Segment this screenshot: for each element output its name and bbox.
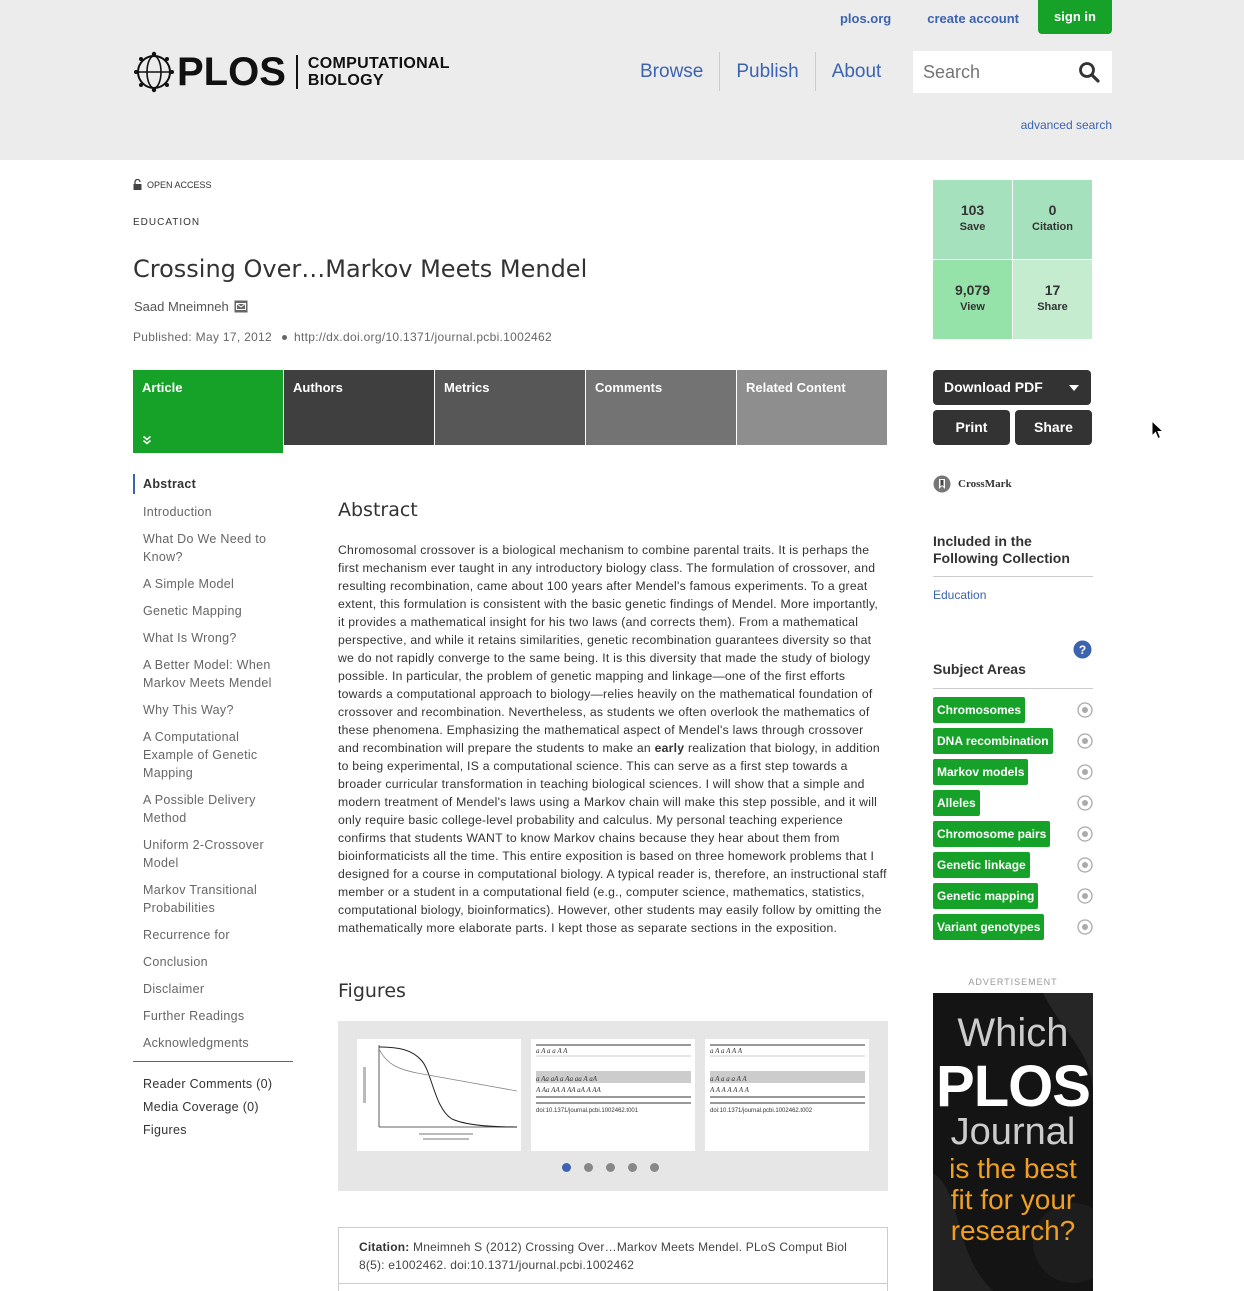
section-link-disclaimer[interactable]: Disclaimer [143,982,205,996]
mouse-cursor-icon [1151,420,1164,440]
advertisement-banner[interactable] [933,993,1093,1291]
section-link-computational-example[interactable]: A Computational Example of Genetic Mapping [143,730,258,780]
nav-divider [133,1061,293,1062]
logo-journal-name [308,55,450,89]
abstract-heading: Abstract [338,499,418,521]
radio-target-icon[interactable] [1077,733,1093,749]
metric-citation[interactable] [1013,180,1092,259]
ad-line-3: Journal [950,1111,1076,1153]
reader-comments-link[interactable]: Reader Comments (0) [143,1077,273,1091]
share-button[interactable]: Share [1015,410,1092,445]
collection-link-education[interactable]: Education [933,588,987,602]
tab-comments-label: Comments [595,380,663,395]
section-link-uniform-model[interactable]: Uniform 2-Crossover Model [143,838,265,870]
figure-thumbnail-3[interactable] [705,1039,869,1151]
tab-related-content[interactable] [737,370,887,445]
nav-browse[interactable]: Browse [624,52,720,91]
subject-row [933,914,1093,945]
section-link-simple-model[interactable]: A Simple Model [143,577,235,591]
table-2-image [705,1039,869,1151]
radio-target-icon[interactable] [1077,919,1093,935]
subject-areas-heading: Subject Areas [933,661,1026,677]
radio-target-icon[interactable] [1077,702,1093,718]
article-category: EDUCATION [133,217,201,228]
carousel-pagination [562,1163,672,1172]
site-header [0,0,1244,160]
ad-line-6: research? [950,1215,1076,1246]
plos-globe-icon [133,51,175,93]
section-link-why-this-way[interactable]: Why This Way? [143,703,234,717]
subject-tag-genetic-linkage[interactable]: Genetic linkage [933,852,1030,878]
svg-text:A A A A A A A: A A A A A A A [710,1086,749,1094]
abstract-text-part-2: realization that biology, in addition to being experimental, IS a computational science. This can serve as a first step towards a broader curricular transformation in teaching biological sciences. I will show that a simple and modern treatment of Mendel's laws using a Markov chain will make this step possible, and it will only require basic college-level probability and calculus. My personal teaching experience confirms that students WANT to know Markov chains because they hear about them from bioinformaticists all the time. This entire exposition is based on three homework problems that I designed for a course in computational biology. A typical reader is, therefore, an instructional staff member or a student in a computational field (e.g., computer science, mathematics, statistics, computational biology, bioinformatics). However, other students may easily follow by omitting the mathematically more elaborate parts. I kept those as separate sections in the exposition. [338,741,887,935]
logo-brand: PLOS [177,50,286,94]
crossmark-label: CrossMark [958,478,1012,490]
carousel-dot[interactable] [562,1163,571,1172]
article-title: Crossing Over…Markov Meets Mendel [133,255,588,283]
metric-view-value: 9,079 [954,282,991,298]
download-pdf-label: Download PDF [944,379,1043,395]
section-link-what-do-we-need[interactable]: What Do We Need to Know? [143,532,267,564]
section-link-introduction[interactable]: Introduction [143,505,212,519]
advanced-search-link[interactable]: advanced search [1020,118,1112,132]
subject-tag-chromosomes[interactable]: Chromosomes [933,697,1025,723]
section-link-delivery-method[interactable]: A Possible Delivery Method [143,793,256,825]
author-name[interactable]: Saad Mneimneh [134,299,229,314]
carousel-dot[interactable] [606,1163,615,1172]
section-link-markov-probabilities[interactable]: Markov Transitional Probabilities [143,883,258,915]
download-pdf-button[interactable] [933,370,1091,405]
svg-text:a A a A A A: a A a A A A [710,1047,742,1055]
section-link-conclusion[interactable]: Conclusion [143,955,208,969]
section-link-further-readings[interactable]: Further Readings [143,1009,245,1023]
ad-line-5: fit for your [950,1184,1076,1215]
svg-text:a Aa aA a Aa aa A aA: a Aa aA a Aa aa A aA [536,1075,597,1083]
carousel-dot[interactable] [628,1163,637,1172]
ad-line-1: Which [957,1011,1069,1055]
metric-view[interactable] [933,260,1012,339]
section-link-abstract[interactable]: Abstract [133,474,293,494]
double-chevron-down-icon [142,435,152,445]
tab-article-label: Article [142,380,183,395]
sign-in-button[interactable]: sign in [1038,0,1112,34]
logo-line-2: BIOLOGY [307,72,384,89]
table-1-image [531,1039,695,1151]
carousel-dot[interactable] [650,1163,659,1172]
metric-view-label: View [960,301,985,313]
subject-areas-divider [933,688,1093,689]
subject-row [933,883,1093,914]
nav-publish[interactable]: Publish [720,52,815,91]
article-metrics [933,180,1092,339]
ad-line-4: is the best [949,1153,1077,1184]
radio-target-icon[interactable] [1077,857,1093,873]
table-1-caption: doi:10.1371/journal.pcbi.1002462.t001 [536,1108,639,1114]
subject-row [933,821,1093,852]
main-nav [624,52,897,91]
subject-row [933,852,1093,883]
metric-citation-value: 0 [1048,202,1057,218]
publication-line [133,330,552,344]
create-account-link[interactable]: create account [927,11,1019,26]
metric-save-label: Save [959,221,986,233]
subject-row [933,759,1093,790]
plos-logo[interactable] [133,50,450,94]
subject-tag-variant-genotypes[interactable]: Variant genotypes [933,914,1044,940]
tab-authors[interactable] [284,370,434,445]
open-access-badge [133,179,212,190]
figure-1-plot-image [357,1039,521,1151]
author-line [134,299,248,314]
search-input[interactable] [913,62,1068,83]
media-coverage-link[interactable]: Media Coverage (0) [143,1100,259,1114]
carousel-dot[interactable] [584,1163,593,1172]
help-icon[interactable] [1073,640,1092,659]
subject-tag-markov-models[interactable]: Markov models [933,759,1028,785]
radio-target-icon[interactable] [1077,764,1093,780]
citation-label: Citation: [359,1240,410,1254]
subject-areas-list [933,697,1093,945]
subject-tag-genetic-mapping[interactable]: Genetic mapping [933,883,1038,909]
collection-heading: Included in the Following Collection [933,533,1070,566]
table-2-caption: doi:10.1371/journal.pcbi.1002462.t002 [710,1108,813,1114]
citation-divider [339,1283,887,1284]
svg-text:a A a a a A A: a A a a a A A [710,1075,747,1083]
print-button[interactable]: Print [933,410,1010,445]
metric-citation-label: Citation [1032,221,1073,233]
open-access-label: OPEN ACCESS [147,179,212,190]
crossmark-icon [933,475,951,493]
section-nav [133,474,293,1142]
metric-share-label: Share [1037,301,1068,313]
svg-text:?: ? [1078,643,1087,657]
search-box [913,51,1112,93]
figures-link[interactable]: Figures [143,1123,187,1137]
subject-tag-alleles[interactable]: Alleles [933,790,980,816]
plos-org-link[interactable]: plos.org [839,11,892,26]
crossmark-badge[interactable] [933,475,1012,493]
svg-text:A Aa AA A AA aA A AA: A Aa AA A AA aA A AA [536,1086,601,1094]
svg-text:a A a a A A: a A a a A A [536,1047,568,1055]
section-link-recurrence[interactable]: Recurrence for [143,928,230,942]
citation-box [338,1227,888,1291]
top-links [840,0,1112,34]
tab-comments[interactable] [586,370,736,445]
radio-target-icon[interactable] [1077,795,1093,811]
metric-share-value: 17 [1044,282,1061,298]
figure-thumbnail-2[interactable] [531,1039,695,1151]
article-tabs [133,370,888,453]
subject-tag-chromosome-pairs[interactable]: Chromosome pairs [933,821,1050,847]
metric-save-value: 103 [960,202,985,218]
tab-article[interactable] [133,370,283,453]
metric-share[interactable] [1013,260,1092,339]
logo-divider [296,55,298,89]
advertisement-label: ADVERTISEMENT [968,977,1058,987]
section-link-acknowledgments[interactable]: Acknowledgments [143,1036,249,1050]
subject-row [933,728,1093,759]
caret-down-icon[interactable] [1069,385,1079,391]
section-link-genetic-mapping[interactable]: Genetic Mapping [143,604,243,618]
radio-target-icon[interactable] [1077,826,1093,842]
tab-related-label: Related Content [746,380,846,395]
figures-heading: Figures [338,980,406,1002]
metric-save[interactable] [933,180,1012,259]
radio-target-icon[interactable] [1077,888,1093,904]
tab-metrics[interactable] [435,370,585,445]
logo-line-1: COMPUTATIONAL [307,55,450,72]
abstract-text-part-1: Chromosomal crossover is a biological mechanism to combine parental traits. It is perhaps the first mechanism ever taught in any introductory biology class. The formulation of crossover, and resulting recombination, came about 100 years after Mendel's famous experiments. To a great extent, this formulation is consistent with the basic genetic findings of Mendel. More importantly, it provides a mathematical insight for his two laws (and corrects them). From a mathematical perspective, and while it retains similarities, genetic recombination guarantees diversity so that we do not rapidly converge to the same being. It is this diversity that made the study of biology possible. In particular, the problem of genetic mapping and linkage—one of the first efforts towards a computational approach to biology—relies heavily on the mathematical foundation of crossover and recombination. Nevertheless, as students we often overlook the mathematics of these phenomena. Emphasizing the mathematical aspect of Mendel's laws through crossover and recombination will prepare the students to make an [338,543,879,755]
ad-line-2: PLOS [936,1054,1090,1119]
email-icon[interactable] [234,300,248,313]
doi-link[interactable]: http://dx.doi.org/10.1371/journal.pcbi.1002462 [294,330,552,344]
abstract-emphasis: early [654,741,685,755]
section-link-better-model[interactable]: A Better Model: When Markov Meets Mendel [143,658,272,690]
section-link-what-is-wrong[interactable]: What Is Wrong? [143,631,237,645]
figure-thumbnail-1[interactable] [357,1039,521,1151]
separator-dot [282,335,287,340]
subject-tag-dna-recombination[interactable]: DNA recombination [933,728,1053,754]
tab-authors-label: Authors [293,380,343,395]
search-icon[interactable] [1078,61,1100,83]
published-date: Published: May 17, 2012 [133,330,272,344]
citation-text: Mneimneh S (2012) Crossing Over…Markov Meets Mendel. PLoS Comput Biol 8(5): e1002462. doi:10.1371/journal.pcbi.1002462 [359,1240,847,1272]
open-lock-icon [133,179,142,190]
nav-about[interactable]: About [831,61,882,82]
tab-metrics-label: Metrics [444,380,490,395]
figure-carousel [338,1021,888,1191]
collection-divider [933,576,1093,577]
subject-row [933,697,1093,728]
abstract-body [338,541,888,937]
subject-row [933,790,1093,821]
